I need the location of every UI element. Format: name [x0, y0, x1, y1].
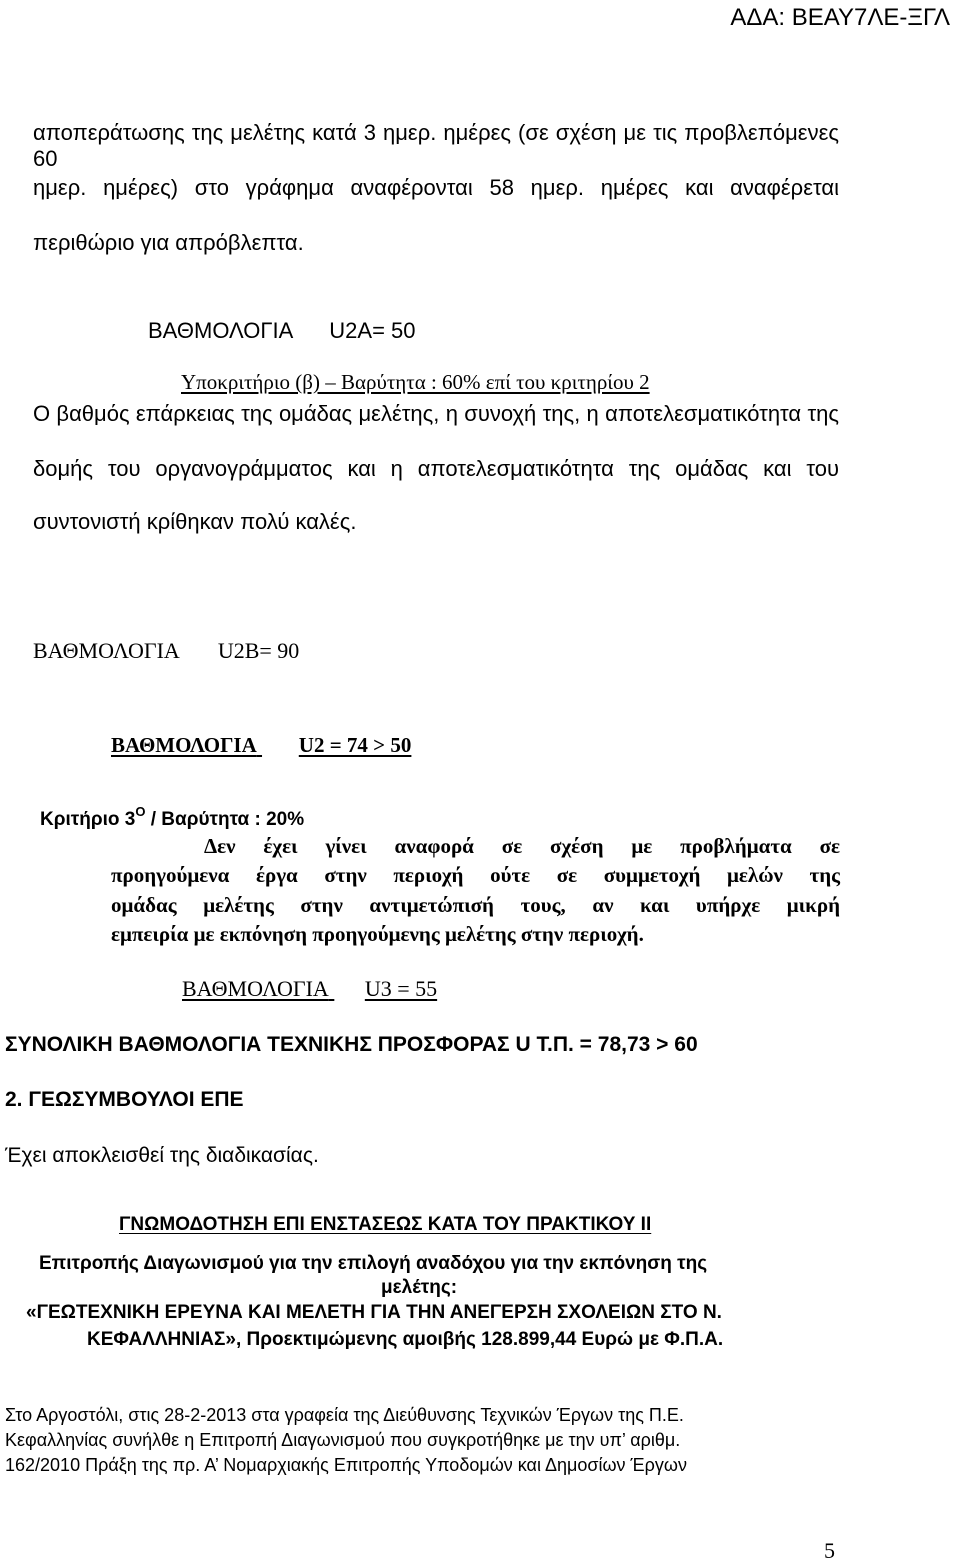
criterion3-heading	[40, 804, 304, 831]
score-label: ΒΑΘΜΟΛΟΓΙΑ	[33, 638, 180, 663]
score-u3	[182, 976, 437, 1002]
section2-heading: 2. ΓΕΩΣΥΜΒΟΥΛΟΙ ΕΠΕ	[5, 1088, 244, 1111]
opinion-line: μελέτης:	[381, 1277, 458, 1298]
closing-line: Στο Αργοστόλι, στις 28-2-2013 στα γραφεία της Διεύθυνσης Τεχνικών Έργων της Π.Ε.	[5, 1405, 684, 1425]
criterion-sup: Ο	[135, 804, 146, 819]
criterion-prefix: Κριτήριο 3	[40, 809, 136, 830]
opinion-line: ΚΕΦΑΛΛΗΝΙΑΣ», Προεκτιμώμενης αμοιβής 128.899,44 Ευρώ με Φ.Π.Α.	[87, 1329, 724, 1350]
paragraph-line: ημερ. ημέρες) στο γράφημα αναφέρονται 58 ημερ. ημέρες και αναφέρεται	[33, 175, 839, 200]
criterion3-line: εμπειρία με εκπόνηση προηγούμενης μελέτης στην περιοχή.	[111, 922, 644, 946]
ada-code: ΑΔΑ: ΒΕΑΥ7ΛΕ-ΞΓΛ	[730, 4, 950, 31]
paragraph-line: Ο βαθμός επάρκειας της ομάδας μελέτης, η συνοχή της, η αποτελεσματικότητα της	[33, 401, 839, 426]
closing-line: Κεφαλληνίας συνήλθε η Επιτροπή Διαγωνισμού που συγκροτήθηκε με την υπ’ αριθμ.	[5, 1430, 681, 1450]
score-label: ΒΑΘΜΟΛΟΓΙΑ	[111, 733, 257, 757]
criterion-suffix: / Βαρύτητα : 20%	[145, 809, 305, 830]
opinion-line: «ΓΕΩΤΕΧΝΙΚΗ ΕΡΕΥΝΑ ΚΑΙ ΜΕΛΕΤΗ ΓΙΑ ΤΗΝ ΑΝΕΓΕΡΣΗ ΣΧΟΛΕΙΩΝ ΣΤΟ Ν.	[26, 1302, 722, 1323]
section2-text: Έχει αποκλεισθεί της διαδικασίας.	[5, 1144, 319, 1167]
criterion3-line: προηγούμενα έργα στην περιοχή ούτε σε συμμετοχή μελών της	[111, 863, 840, 887]
total-score: ΣΥΝΟΛΙΚΗ ΒΑΘΜΟΛΟΓΙΑ ΤΕΧΝΙΚΗΣ ΠΡΟΣΦΟΡΑΣ U Τ.Π. = 78,73 > 60	[5, 1033, 698, 1056]
score-label: ΒΑΘΜΟΛΟΓΙΑ	[148, 318, 294, 343]
criterion3-line: Δεν έχει γίνει αναφορά σε σχέση με προβλήματα σε	[204, 834, 840, 858]
paragraph-line: δομής του οργανογράμματος και η αποτελεσματικότητα της ομάδας και του	[33, 456, 839, 481]
score-u2b	[33, 638, 299, 664]
subcriterion-heading: Υποκριτήριο (β) – Βαρύτητα : 60% επί του κριτηρίου 2	[181, 370, 650, 394]
score-value: U2 = 74 > 50	[298, 733, 412, 757]
score-value: U2A= 50	[329, 318, 416, 343]
criterion3-line: ομάδας μελέτης στην αντιμετώπισή τους, αν και υπήρχε μικρή	[111, 893, 840, 917]
page-number: 5	[824, 1538, 835, 1563]
opinion-title: ΓΝΩΜΟΔΟΤΗΣΗ ΕΠΙ ΕΝΣΤΑΣΕΩΣ ΚΑΤΑ ΤΟΥ ΠΡΑΚΤΙΚΟΥ ΙΙ	[119, 1214, 652, 1235]
score-label: ΒΑΘΜΟΛΟΓΙΑ	[182, 976, 329, 1001]
score-value: U2B= 90	[217, 638, 300, 663]
score-u2a	[148, 318, 416, 344]
closing-line: 162/2010 Πράξη της πρ. Α’ Νομαρχιακής Επιτροπής Υποδομών και Δημοσίων Έργων	[5, 1455, 687, 1475]
score-value: U3 = 55	[364, 976, 438, 1001]
paragraph-line: συντονιστή κρίθηκαν πολύ καλές.	[33, 509, 357, 534]
paragraph-line: αποπεράτωσης της μελέτης κατά 3 ημερ. ημέρες (σε σχέση με τις προβλεπόμενες 60	[33, 120, 839, 171]
score-u2	[111, 733, 411, 758]
opinion-line: Επιτροπής Διαγωνισμού για την επιλογή αναδόχου για την εκπόνηση της	[39, 1253, 708, 1274]
paragraph-line: περιθώριο για απρόβλεπτα.	[33, 230, 304, 255]
